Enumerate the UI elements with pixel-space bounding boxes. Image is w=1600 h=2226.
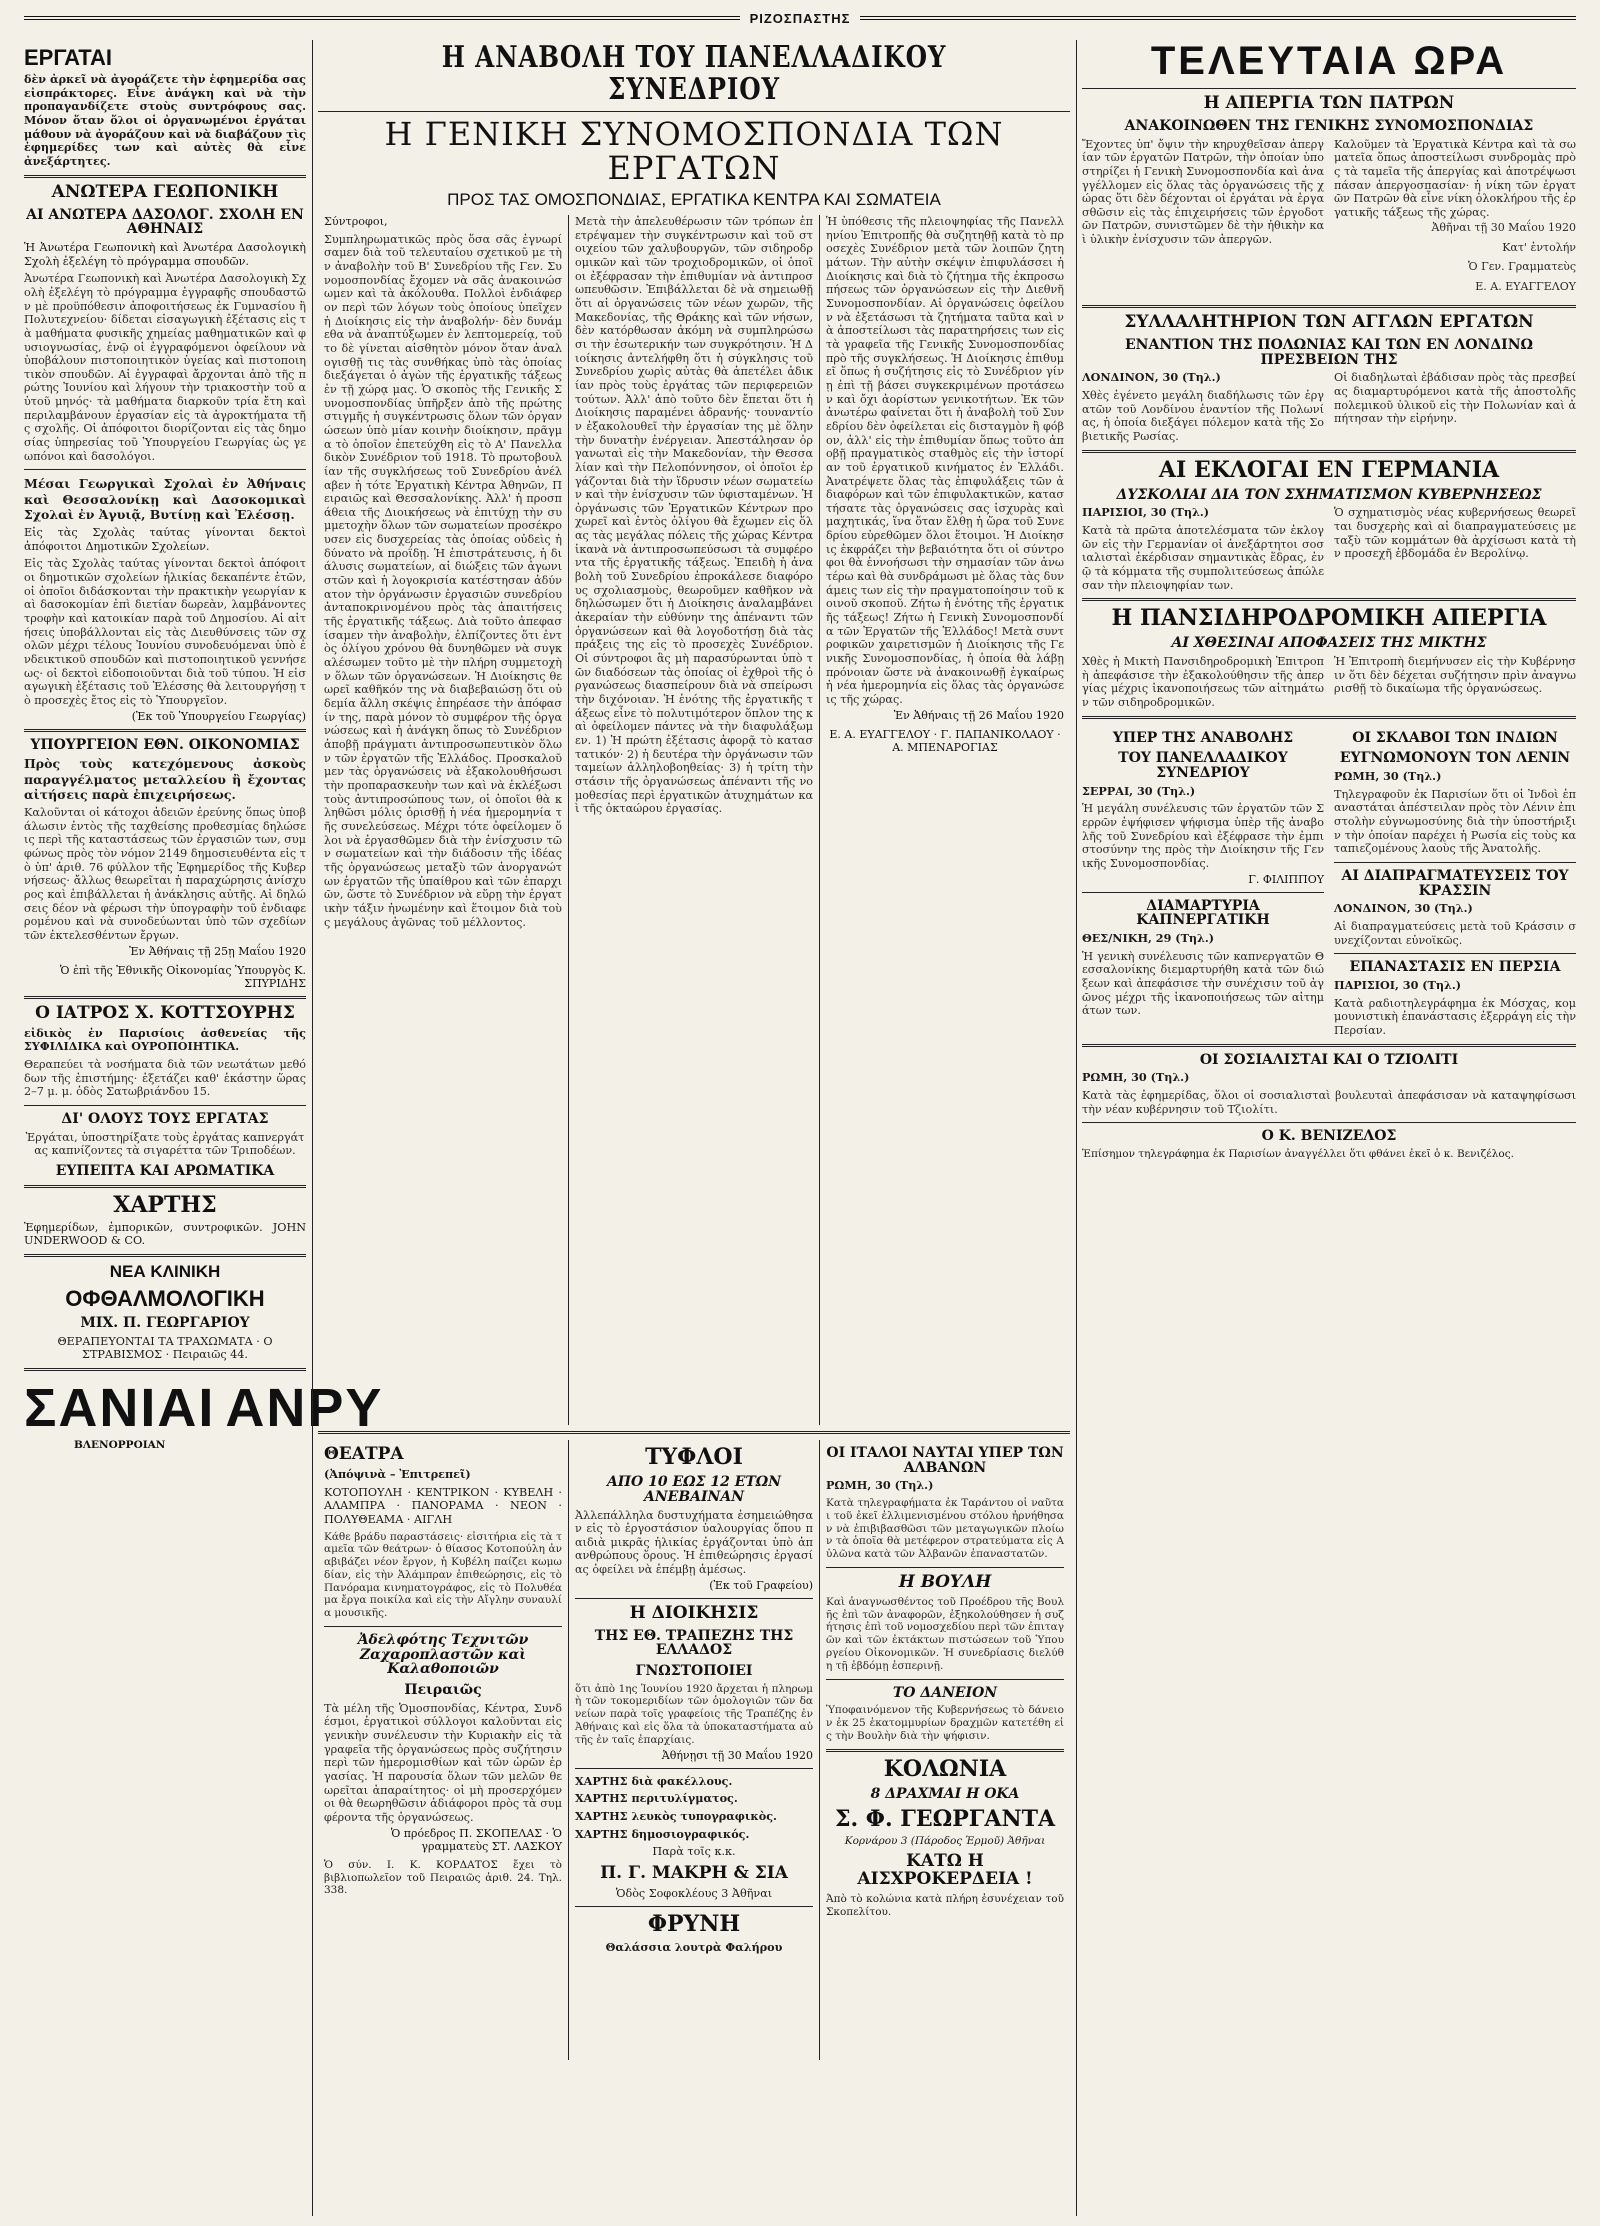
- divider: [1082, 716, 1576, 719]
- article-col-1: [318, 215, 568, 1425]
- elections-body: [1082, 506, 1576, 592]
- persia-heading: ΕΠΑΝΑΣΤΑΣΙΣ ΕΝ ΠΕΡΣΙΑ: [1349, 959, 1561, 976]
- doctor-text: εἰδικὸς ἐν Παρισίοις ἀσθενείας τῆς ΣΥΦΙΛΙΔΙΚΑ καὶ ΟΥΡΟΠΟΙΗΤΙΚΑ.: [24, 1025, 306, 1054]
- body-text: Κατὰ τηλεγραφήματα ἐκ Ταράντου οἱ ναῦται τοῦ ἐκεῖ ἐλλιμενισμένου στόλου ἠρνήθησαν νὰ ἐπιβιβασθῶσι τῶν μεταγωγικῶν πλοίων τὰ ὁποῖα θὰ μετέφερον στρατεύματα εἰς Αὐλῶνα κατὰ τῶν Ἀλβανῶν ἐπαναστατῶν.: [826, 1497, 1064, 1561]
- divider: [324, 1626, 562, 1627]
- divider: [1334, 862, 1576, 863]
- cologne-text: Ἀπὸ τὸ κολώνια κατὰ πλήρη ἐσυνέχειαν τοῦ Σκοπελίτου.: [826, 1893, 1064, 1918]
- rail-strike-subheading: ΑΙ ΧΘΕΣΙΝΑΙ ΑΠΟΦΑΣΕΙΣ ΤΗΣ ΜΙΚΤΗΣ: [1171, 635, 1487, 652]
- body-text: Κατὰ ραδιοτηλεγράφημα ἐκ Μόσχας, κομμουνιστικὴ ἐπανάστασις ἐξερράγη εἰς τὴν Περσίαν.: [1334, 996, 1576, 1038]
- paper-list-item: ΧΑΡΤΗΣ περιτυλίγματος.: [575, 1791, 738, 1806]
- divider: [1082, 1122, 1576, 1123]
- cologne-price: 8 ΔΡΑΧΜΑΙ Η ΟΚΑ: [870, 1785, 1020, 1802]
- body-text: Ὑποφαινόμενον τῆς Κυβερνήσεως τὸ δάνειον ἐκ 25 ἑκατομμυρίων δραχμῶν κατετέθη εἰς τὴν Βουλὴν διὰ τὴν ψήφισιν.: [826, 1704, 1064, 1742]
- main-article-columns: [318, 215, 1070, 1425]
- rally-dateline: ΛΟΝΔΙΝΟΝ, 30 (Τηλ.): [1082, 370, 1221, 385]
- main-headline: Η ΑΝΑΒΟΛΗ ΤΟΥ ΠΑΝΕΛΛΑΔΙΚΟΥ ΣΥΝΕΔΡΙΟΥ: [441, 40, 947, 107]
- article-greeting: Σύντροφοι,: [324, 215, 388, 229]
- body-text: Καλοῦνται οἱ κάτοχοι ἀδειῶν ἐρεύνης ὅπως ὑποβάλωσιν ἐντὸς τῆς ταχθείσης προθεσμίας δηλώσεις περὶ τῆς καταστάσεως τῶν ἐργασιῶν των, συμφώνως πρὸς τὸν νόμον 2149 δημοσιευθέντα εἰς τὸ ὑπ' ἀριθ. 76 φύλλον τῆς Ἐφημερίδος τῆς Κυβερνήσεως· ἄλλως θεωρεῖται ἡ παραχώρησις ἀνίσχυρος καὶ ἐπιβάλλεται ἡ ἀνάκλησις αὐτῆς. Αἱ δηλώσεις δέον νὰ φέρωσι τὴν ὑπογραφὴν τοῦ ἐνδιαφερομένου καὶ νὰ συνοδεύωνται ὑπὸ τῶν σχεδίων τῶν ἐκτελεσθέντων ἔργων.: [24, 806, 306, 943]
- divider: [826, 1749, 1064, 1752]
- divider: [1082, 305, 1576, 308]
- elections-subheading: ΔΥΣΚΟΛΙΑΙ ΔΙΑ ΤΟΝ ΣΧΗΜΑΤΙΣΜΟΝ ΚΥΒΕΡΝΗΣΕΩΣ: [1116, 486, 1542, 503]
- venizelos-text: Ἐπίσημον τηλεγράφημα ἐκ Παρισίων ἀναγγέλλει ὅτι φθάνει ἐκεῖ ὁ κ. Βενιζέλος.: [1082, 1148, 1514, 1161]
- divider: [24, 1368, 306, 1371]
- socialists-dateline: ΡΩΜΗ, 30 (Τηλ.): [1082, 1070, 1190, 1085]
- divider: [1082, 892, 1324, 893]
- last-hour-heading: ΤΕΛΕΥΤΑΙΑ ΩΡΑ: [1150, 39, 1508, 83]
- paper-shop-name: Π. Γ. ΜΑΚΡΗ & ΣΙΑ: [600, 1862, 788, 1883]
- divider: [24, 729, 306, 732]
- patras-strike-subheading: ΑΝΑΚΟΙΝΩΘΕΝ ΤΗΣ ΓΕΝΙΚΗΣ ΣΥΝΟΜΟΣΠΟΝΔΙΑΣ: [1124, 117, 1534, 134]
- cologne-slogan: ΚΑΤΩ Η ΑΙΣΧΡΟΚΕΡΔΕΙΑ !: [857, 1851, 1033, 1890]
- workers-text: δὲν ἀρκεῖ νὰ ἀγοράζετε τὴν ἐφημερίδα σας εἰσπράκτορες. Εἶνε ἀνάγκη καὶ νὰ τὴν προπαγανδίζετε στοὺς συντρόφους σας. Μόνον ὅταν ὅλοι οἱ ὀργανωμένοι ἐργάται μάθουν νὰ ἀγοράζουν καὶ νὰ διαβάζουν τὶς ἐφημερίδες των καὶ αὐτὲς θὰ εἶνε ἀνεξάρτητες.: [24, 72, 306, 169]
- theatre-heading: ΘΕΑΤΡΑ: [324, 1444, 404, 1465]
- main-subheadline: Η ΓΕΝΙΚΗ ΣΥΝΟΜΟΣΠΟΝΔΙΑ ΤΩΝ ΕΡΓΑΤΩΝ: [384, 115, 1004, 187]
- doctor-heading: Ο ΙΑΤΡΟΣ Χ. ΚΟΤΤΣΟΥΡΗΣ: [35, 1002, 295, 1023]
- ad-block: [24, 1377, 384, 1451]
- body-text: Μετὰ τὴν ἀπελευθέρωσιν τῶν τρόπων ἐπετρέψαμεν τὴν συγκέντρωσιν καὶ τοῦ στοιχείου τῶν χαλυβουργῶν, τῶν σιδηροδρομικῶν καὶ τῶν τροχιοδρομικῶν, οἱ ὁποῖοι ἐξέφρασαν τὴν ἐπιθυμίαν νὰ ἀντιπροσωπευθῶσιν. Ἐπιβάλλεται δὲ νὰ σημειωθῇ ὅτι αἱ ὀργανώσεις τῶν νέων χωρῶν, τῆς Μακεδονίας, τῆς Θράκης καὶ τῶν νήσων, δὲν κατόρθωσαν ἀκόμη νὰ συμπληρώσωσι τὴν ἐσωτερικήν των συγκρότησιν. Ἡ Διοίκησις ἀντελήφθη ὅτι ἡ σύγκλησις τοῦ Συνεδρίου χωρὶς αὐτὰς θὰ ἀπετέλει ἀδικίαν πρὸς τοὺς ἐργάτας τῶν περιφερειῶν τούτων. Ἀλλ' ἀπὸ τοῦτο δὲν ἔπεται ὅτι ἡ Διοίκησις παραμένει ἀδρανής· τουναντίον ἐξακολουθεῖ τὴν ἐργασίαν της μὲ ὅλην τὴν δυνατὴν ἐνέργειαν. Ἀπεστάλησαν ὀργανωταὶ εἰς τὴν Μακεδονίαν, τὴν Θεσσαλίαν καὶ τὴν Πελοπόννησον, οἱ ὁποῖοι ἐργάζονται διὰ τὴν ἵδρυσιν νέων σωματείων καὶ τὴν ἐνίσχυσιν τῶν ὑφισταμένων. Ἡ ὀργάνωσις τῶν Ἐργατικῶν Κέντρων προχωρεῖ καὶ ἐντὸς ὀλίγου θὰ ἔχωμεν εἰς ὅλας τὰς μεγάλας πόλεις τῆς χώρας Κέντρα ἱκανὰ νὰ ἀντιπροσωπεύσωσι τὰ συμφέροντα τῆς ἐργατικῆς τάξεως. Ἐπειδὴ ἡ ἀναβολὴ τοῦ Συνεδρίου ἐπροκάλεσε διαφόρους σχολιασμοὺς, θεωροῦμεν καθῆκον νὰ δηλώσωμεν ὅτι ἡ Διοίκησις ἀναλαμβάνει ἀκεραίαν τὴν εὐθύνην της ἀπέναντι τῶν ὀργανώσεων καὶ θὰ λογοδοτήσῃ διὰ τὰς πράξεις της εἰς τὸ προσεχὲς Συνέδριον. Οἱ σύντροφοι ἃς μὴ παρασύρωνται ὑπὸ τῶν διαδόσεων τὰς ὁποίας οἱ ἐχθροὶ τῆς ὀργανώσεως διασπείρουν διὰ νὰ σπείρωσι τὴν διχόνοιαν. Ἡ ἑνότης τῆς ἐργατικῆς τάξεως εἶνε τὸ πολυτιμότερον ὅπλον της καὶ ὀφείλομεν πάντες νὰ τὴν διαφυλάξωμεν. 1) Ἡ πρώτη ἐξέτασις ἀφορᾷ τὸ καταστατικόν· 2) ἡ δευτέρα τὴν ὀργάνωσιν τῶν ταμείων ἀλληλοβοηθείας· 3) ἡ τρίτη τὴν στάσιν τῆς ὀργανώσεως ἀπέναντι τῆς νομοθεσίας περὶ ἐργατικῶν ἀτυχημάτων καὶ τῆς ὀκταώρου ἐργασίας.: [575, 215, 813, 816]
- divider: [575, 1598, 813, 1599]
- paper-shop-address: Ὁδὸς Σοφοκλέους 3 Ἀθῆναι: [615, 1886, 773, 1900]
- masthead-title: ΡΙΖΟΣΠΑΣΤΗΣ: [749, 10, 851, 26]
- postpone-subheading: ΤΟΥ ΠΑΝΕΛΛΑΔΙΚΟΥ ΣΥΝΕΔΡΙΟΥ: [1118, 750, 1288, 782]
- italian-heading: ΟΙ ΙΤΑΛΟΙ ΝΑΥΤΑΙ ΥΠΕΡ ΤΩΝ ΑΛΒΑΝΩΝ: [826, 1445, 1064, 1476]
- patras-strike-sig-1: Κατ' ἐντολήν: [1502, 240, 1576, 254]
- divider: [1082, 450, 1576, 453]
- tobacco-dateline: ΘΕΣ/ΝΙΚΗ, 29 (Τηλ.): [1082, 931, 1215, 946]
- blind-subheading: ΑΠΟ 10 ΕΩΣ 12 ΕΤΩΝ ΑΝΕΒΑΙΝΑΝ: [606, 1474, 782, 1505]
- admin-subheading: ΤΗΣ ΕΘ. ΤΡΑΠΕΖΗΣ ΤΗΣ ΕΛΛΑΔΟΣ: [594, 1627, 794, 1659]
- right-lower-columns: [1082, 725, 1576, 1038]
- body-text: Θεραπεύει τὰ νοσήματα διὰ τῶν νεωτάτων μεθόδων τῆς ἐπιστήμης· ἐξετάζει καθ' ἑκάστην ὥρας 2–7 μ. μ. ὁδὸς Σατωβριάνδου 15.: [24, 1057, 306, 1099]
- admin-notice: ΓΝΩΣΤΟΠΟΙΕΙ: [635, 1663, 753, 1679]
- divider: [575, 1906, 813, 1907]
- body-text: Κάθε βράδυ παραστάσεις· εἰσιτήρια εἰς τὰ ταμεῖα τῶν θεάτρων· ὁ θίασος Κοτοπούλη ἀναβιβάζει νέον ἔργον, ἡ Κυβέλη παίζει κωμωδίαν, εἰς τὴν Ἀλάμπραν ἐπιθεώρησις, εἰς τὸ Πανόραμα κινηματογράφος, εἰς τὸ Πολυθέαμα ἔργα ποικίλα καὶ εἰς τὴν Αἴγλην συναυλία μουσικῆς.: [324, 1530, 562, 1620]
- body-text: Ἀλλεπάλληλα δυστυχήματα ἐσημειώθησαν εἰς τὸ ἐργοστάσιον ὑαλουργίας ὅπου παιδιὰ μικρᾶς ἡλικίας ἐργάζονται ὑπὸ ἀπανθρώπους ὅρους. Ἡ ἐπιθεώρησις ἐργασίας ὀφείλει νὰ ἐπέμβῃ ἀμέσως.: [575, 1508, 813, 1577]
- rally-subheading: ΕΝΑΝΤΙΟΝ ΤΗΣ ΠΟΛΩΝΙΑΣ ΚΑΙ ΤΩΝ ΕΝ ΛΟΝΔΙΝΩ ΠΡΕΣΒΕΙΩΝ ΤΗΣ: [1125, 336, 1533, 368]
- elections-heading: ΑΙ ΕΚΛΟΓΑΙ ΕΝ ΓΕΡΜΑΝΙΑ: [1158, 456, 1500, 483]
- ministry-bold-text: Πρὸς τοὺς κατεχόμενους ἀσκοὺς παραγγέλματος μεταλλείου ἢ ἔχοντας αἰτήσεις παρὰ ἐπιχειρήσεως.: [24, 756, 306, 802]
- rally-heading: ΣΥΛΛΑΛΗΤΗΡΙΟΝ ΤΩΝ ΑΓΓΛΩΝ ΕΡΓΑΤΩΝ: [1124, 312, 1534, 333]
- divider: [1334, 953, 1576, 954]
- school-heading: ΑΝΩΤΕΡΑ ΓΕΩΠΟΝΙΚΗ: [51, 181, 279, 202]
- postpone-signature: Γ. ΦΙΛΙΠΠΟΥ: [1248, 872, 1324, 886]
- body-text: Τὰ μέλη τῆς Ὁμοσπονδίας, Κέντρα, Συνδέσμοι, ἐργατικοὶ σύλλογοι καλοῦνται εἰς γενικὴν συνέλευσιν τὴν Κυριακὴν εἰς τὰ γραφεῖα τῆς ὀργανώσεως πρὸς συζήτησιν περὶ τῶν ἡμερομισθίων καὶ τῶν ὡρῶν ἐργασίας. Ἡ παρουσία ὅλων τῶν μελῶν θεωρεῖται ἀπαραίτητος· οἱ μὴ προσερχόμενοι θὰ θεωρηθῶσιν ἀδιάφοροι πρὸς τὰ συμφέροντα τῆς ὀργανώσεως.: [324, 1701, 562, 1825]
- body-text: Εἰς τὰς Σχολὰς ταύτας γίνονται δεκτοὶ ἀπόφοιτοι δημοτικῶν σχολείων ἡλικίας δεκαπέντε ἐτῶν, οἱ ὁποῖοι διδάσκονται τὴν πρακτικὴν γεωργίαν καὶ δασοκομίαν ἐπὶ διετίαν δωρεὰν, λαμβάνοντες τροφὴν καὶ κατοικίαν παρὰ τοῦ Δημοσίου. Αἱ αἰτήσεις ὑποβάλλονται εἰς τὰς Διευθύνσεις τῶν σχολῶν μέχρι τέλους Ἰουνίου συνοδευόμεναι ὑπὸ ἐνδεικτικοῦ σπουδῶν καὶ πιστοποιητικοῦ γεννήσεως· οἱ δεκτοὶ εἰδοποιοῦνται διὰ τοῦ τύπου. Ἡ εἰσαγωγικὴ ἐξέτασις τοῦ Ἐλέσσης θὰ λειτουργήσῃ τὸ προσεχὲς ἔτος εἰς τὸ Ὑπουργεῖον.: [24, 557, 306, 708]
- paper-list-item: ΧΑΡΤΗΣ λευκὸς τυπογραφικὸς.: [575, 1808, 777, 1823]
- union-heading: Ἀδελφότης Τεχνιτῶν Ζαχαροπλαστῶν καὶ Καλαθοποιῶν: [357, 1632, 529, 1678]
- body-text: Αἱ διαπραγματεύσεις μετὰ τοῦ Κράσσιν συνεχίζονται εὐνοϊκῶς.: [1334, 920, 1576, 947]
- right-column: [1082, 40, 1576, 2216]
- all-workers-heading: ΔΙ' ΟΛΟΥΣ ΤΟΥΣ ΕΡΓΑΤΑΣ: [61, 1110, 269, 1127]
- right-lower-col-1: [1082, 725, 1324, 1038]
- paper-ad-text: Ἐφημερίδων, ἐμπορικῶν, συντροφικῶν. JOHN UNDERWOOD & CO.: [24, 1220, 306, 1248]
- mid-schools-source: (Ἐκ τοῦ Ὑπουργείου Γεωργίας): [131, 709, 306, 723]
- divider: [24, 175, 306, 178]
- divider: [24, 996, 306, 999]
- column-rule: [1076, 40, 1077, 2216]
- paper-shop-label: Παρὰ τοῖς κ.κ.: [652, 1845, 736, 1859]
- divider: [1082, 1044, 1576, 1047]
- lower-col-2: [568, 1440, 819, 2060]
- body-text: Κατὰ τὰς ἐφημερίδας, ὅλοι οἱ σοσιαλισταὶ βουλευταὶ ἀπεφάσισαν νὰ καταψηφίσωσι τὴν νέαν κυβέρνησιν τοῦ Τζιολίτι.: [1082, 1089, 1576, 1116]
- slaves-subheading: ΕΥΓΝΩΜΟΝΟΥΝ ΤΟΝ ΛΕΝΙΝ: [1339, 750, 1571, 767]
- body-text: Τηλεγραφοῦν ἐκ Παρισίων ὅτι οἱ Ἰνδοὶ ἐπαναστάται ἀπέστειλαν πρὸς τὸν Λένιν ἐπιστολὴν εὐγνωμοσύνης διὰ τὴν ὑποστήριξιν τὴν ὁποίαν παρέχει ἡ Ρωσία εἰς τοὺς καταπιεζομένους λαοὺς τῆς Ἀνατολῆς.: [1334, 787, 1576, 856]
- divider: [24, 1254, 306, 1257]
- paper-list: [575, 1775, 813, 1842]
- mid-schools-heading: Μέσαι Γεωργικαὶ Σχολαὶ ἐν Ἀθήναις καὶ Θεσσαλονίκῃ καὶ Δασοκομικαὶ Σχολαὶ ἐν Ἀγυιᾷ, Βυτίνῃ καὶ Ἐλέσσῃ.: [24, 476, 306, 522]
- article-date: Ἐν Ἀθήναις τῇ 26 Μαΐου 1920: [893, 708, 1064, 722]
- union-signatures: Ὁ πρόεδρος Π. ΣΚΟΠΕΛΑΣ · Ὁ γραμματεὺς ΣΤ. ΛΑΣΚΟΥ: [390, 1826, 562, 1853]
- patras-strike-heading: Η ΑΠΕΡΓΙΑ ΤΩΝ ΠΑΤΡΩΝ: [1203, 93, 1455, 113]
- blind-source: (Ἐκ τοῦ Γραφείου): [709, 1578, 813, 1592]
- krassin-heading: ΑΙ ΔΙΑΠΡΑΓΜΑΤΕΥΣΕΙΣ ΤΟΥ ΚΡΑΣΣΙΝ: [1341, 868, 1569, 899]
- paper-list-item: ΧΑΡΤΗΣ διὰ φακέλλους.: [575, 1773, 733, 1788]
- patras-strike-sig-3: Ε. Α. ΕΥΑΓΓΕΛΟΥ: [1475, 279, 1576, 293]
- body-text: Ἡ γενικὴ συνέλευσις τῶν καπνεργατῶν Θεσσαλονίκης διεμαρτυρήθη κατὰ τῶν διώξεων καὶ ἀπεφάσισε τὴν συνέχισιν τοῦ ἀγῶνος μέχρι τῆς ἱκανοποιήσεως τῶν αἰτημάτων των.: [1082, 949, 1324, 1018]
- theatre-subheading: (Ἀπόψινὰ – Ἐπιτρεπεῖ): [324, 1466, 471, 1481]
- ad-small-word: ΒΛΕΝΟΡΡΟΙΑΝ: [74, 1438, 166, 1451]
- eye-clinic-heading: ΝΕΑ ΚΛΙΝΙΚΗ: [109, 1261, 221, 1281]
- right-lower-col-2: [1334, 725, 1576, 1038]
- postpone-dateline: ΣΕΡΡΑΙ, 30 (Τηλ.): [1082, 783, 1196, 798]
- eye-clinic-title: ΟΦΘΑΛΜΟΛΟΓΙΚΗ: [65, 1285, 265, 1311]
- divider: [826, 1679, 1064, 1680]
- workers-heading: ΕΡΓΑΤΑΙ: [24, 45, 113, 70]
- divider: [826, 1567, 1064, 1568]
- eye-clinic-doctor: ΜΙΧ. Π. ΓΕΩΡΓΑΡΙΟΥ: [80, 1314, 250, 1331]
- main-address-line: ΠΡΟΣ ΤΑΣ ΟΜΟΣΠΟΝΔΙΑΣ, ΕΡΓΑΤΙΚΑ ΚΕΝΤΡΑ ΚΑΙ ΣΩΜΑΤΕΙΑ: [447, 190, 941, 210]
- postpone-heading: ΥΠΕΡ ΤΗΣ ΑΝΑΒΟΛΗΣ: [1112, 729, 1294, 746]
- divider: [1082, 88, 1576, 89]
- body-text: Ἔχοντες ὑπ' ὄψιν τὴν κηρυχθεῖσαν ἀπεργίαν τῶν ἐργατῶν Πατρῶν, τὴν ὁποίαν ὑποστηρίζει ἡ Γενικὴ Συνομοσπονδία καὶ ἀναγγέλλομεν εἰς ὅλας τὰς ὀργανώσεις τῆς χώρας ὅτι δὲν δέχονται οἱ ἐργάται νὰ ἐργασθῶσιν εἰς τὰς ἐπιχειρήσεις τῶν ἐργοδοτῶν Πατρῶν, συνιστῶμεν δὲ τὴν ἠθικὴν καὶ ὑλικὴν ἐνίσχυσιν τῶν ἀπεργῶν.: [1082, 137, 1324, 247]
- masthead-rule: [860, 16, 1576, 20]
- mid-schools-text: Εἰς τὰς Σχολὰς ταύτας γίνονται δεκτοὶ ἀπόφοιτοι Δημοτικῶν Σχολείων.: [24, 526, 306, 553]
- rally-body: [1082, 371, 1576, 443]
- lower-center-columns: [318, 1440, 1070, 2060]
- all-workers-tagline: ΕΥΠΕΠΤΑ ΚΑΙ ΑΡΩΜΑΤΙΚΑ: [55, 1162, 275, 1179]
- ad-big-word: ΣΑΝΙΑΙ: [24, 1377, 216, 1438]
- article-col-2: [568, 215, 819, 1425]
- theatre-list: ΚΟΤΟΠΟΥΛΗ · ΚΕΝΤΡΙΚΟΝ · ΚΥΒΕΛΗ · ΑΛΑΜΠΡΑ · ΠΑΝΟΡΑΜΑ · ΝΕΟΝ · ΠΟΛΥΘΕΑΜΑ · ΑΙΓΛΗ: [324, 1485, 562, 1526]
- body-text: Ὁ σχηματισμὸς νέας κυβερνήσεως θεωρεῖται δυσχερὴς καὶ αἱ διαπραγματεύσεις μεταξὺ τῶν κομμάτων θὰ ἀρχίσωσι κατὰ τὴν προσεχῆ ἑβδομάδα ἐν Βερολίνῳ.: [1334, 506, 1576, 561]
- venizelos-heading: Ο Κ. ΒΕΝΙΖΕΛΟΣ: [1261, 1128, 1397, 1145]
- paper-list-item: ΧΑΡΤΗΣ δημοσιογραφικός.: [575, 1826, 750, 1841]
- patras-strike-body: [1082, 138, 1576, 300]
- union-note: Ὁ σύν. Ι. Κ. ΚΟΡΔΑΤΟΣ ἔχει τὸ βιβλιοπωλεῖον τοῦ Πειραιῶς ἀριθ. 24. Τηλ. 338.: [324, 1858, 562, 1897]
- divider: [318, 111, 1070, 112]
- divider: [24, 469, 306, 470]
- body-text: ὅτι ἀπὸ 1ης Ἰουνίου 1920 ἄρχεται ἡ πληρωμὴ τῶν τοκομεριδίων τῶν ὁμολογιῶν τῶν δανείων παρὰ τοῖς γραφείοις τῆς Τραπέζης ἐν Ἀθήναις καὶ εἰς ὅλα τὰ ὑποκαταστήματα αὐτῆς ἐν ταῖς ἐπαρχίαις.: [575, 1682, 813, 1746]
- socialists-heading: ΟΙ ΣΟΣΙΑΛΙΣΤΑΙ ΚΑΙ Ο ΤΖΙΟΛΙΤΙ: [1199, 1051, 1459, 1068]
- persia-dateline: ΠΑΡΙΣΙΟΙ, 30 (Τηλ.): [1334, 978, 1462, 993]
- ministry-signature: Ὁ ἐπὶ τῆς Ἐθνικῆς Οἰκονομίας Ὑπουργὸς Κ. ΣΠΥΡΙΔΗΣ: [60, 963, 306, 990]
- union-subheading: Πειραιῶς: [404, 1682, 482, 1699]
- loan-heading: ΤΟ ΔΑΝΕΙΟΝ: [892, 1684, 998, 1701]
- slaves-dateline: ΡΩΜΗ, 30 (Τηλ.): [1334, 769, 1442, 784]
- column-rule: [312, 40, 313, 2216]
- masthead-rule: [24, 16, 740, 20]
- paper-ad-heading: ΧΑΡΤΗΣ: [113, 1191, 217, 1218]
- rail-strike-body: [1082, 655, 1576, 710]
- divider: [575, 1768, 813, 1769]
- ministry-heading: ΥΠΟΥΡΓΕΙΟΝ ΕΘΝ. ΟΙΚΟΝΟΜΙΑΣ: [30, 736, 300, 753]
- body-text: Κατὰ τὰ πρῶτα ἀποτελέσματα τῶν ἐκλογῶν εἰς τὴν Γερμανίαν οἱ ἀνεξάρτητοι σοσιαλισταὶ ἐκέρδισαν σημαντικὰς ἕδρας, ἐνῷ τὰ κόμματα τῆς συμπολιτεύσεως ἀπώλεσαν τὴν πλειοψηφίαν των.: [1082, 524, 1324, 592]
- tobacco-heading: ΔΙΑΜΑΡΤΥΡΙΑ ΚΑΠΝΕΡΓΑΤΙΚΗ: [1136, 897, 1270, 929]
- school-subheading: ΑΙ ΑΝΩΤΕΡΑ ΔΑΣΟΛΟΓ. ΣΧΟΛΗ ΕΝ ΑΘΗΝΑΙΣ: [26, 206, 304, 238]
- body-text: Ἀνωτέρα Γεωπονικὴ καὶ Ἀνωτέρα Δασολογικὴ Σχολὴ ἐξελέγη τὸ πρόγραμμα ἐγγραφῆς σπουδαστῶν μὲ προϋπόθεσιν ἀποφοιτήσεως ἐκ Γυμνασίου ἢ Πολυτεχνείου· δίδεται εἰσαγωγικὴ ἐξέτασις εἰς τὰ μαθήματα φυσικῆς χημείας μαθηματικῶν καὶ φυσιογνωσίας, ἐνῷ οἱ ἐγγραφόμενοι ὀφείλουν νὰ ὑποβάλουν πιστοποιητικὸν ὑγείας καὶ πιστοποιητικὸν σπουδῶν. Αἱ ἐγγραφαὶ ἄρχονται ἀπὸ τῆς πρώτης Ἰουνίου καὶ λήγουν τὴν τριακοστὴν τοῦ αὐτοῦ μηνός· τὰ μαθήματα διαρκοῦν τρία ἔτη καὶ περιλαμβάνουν ἐργασίαν εἰς τὰ ἀγροκτήματα τῆς σχολῆς. Οἱ ἀπόφοιτοι διορίζονται εἰς τὰς δημοσίας ὑπηρεσίας τοῦ Ὑπουργείου Γεωργίας ὡς γεωπόνοι καὶ δασολόγοι.: [24, 272, 306, 463]
- admin-date: Ἀθήνῃσι τῇ 30 Μαΐου 1920: [661, 1748, 813, 1762]
- body-text: Καὶ ἀναγνωσθέντος τοῦ Προέδρου τῆς Βουλῆς ἐπὶ τῶν ἀναφορῶν, ἐξηκολούθησεν ἡ συζήτησις ἐπὶ τοῦ νομοσχεδίου περὶ τῶν ἐπιταγῶν καὶ τῶν ἐκτάκτων πιστώσεων τοῦ Ὑπουργείου Οἰκονομικῶν. Ἡ συνεδρίασις διελύθη τῇ ἑβδόμῃ ἑσπερινῇ.: [826, 1595, 1064, 1672]
- body-text: Ἡ ὑπόθεσις τῆς πλειοψηφίας τῆς Πανελληνίου Ἐπιτροπῆς θὰ συζητηθῇ κατὰ τὸ προσεχὲς Συνέδριον μετὰ τῶν λοιπῶν ζητημάτων. Τὴν αὐτὴν σκέψιν ἐπιφυλάσσει ἡ Διοίκησις καὶ διὰ τὸ ζήτημα τῆς ἐκπροσωπήσεως τῶν ὀργανώσεων εἰς τὴν Διεθνῆ Συνομοσπονδίαν. Αἱ ὀργανώσεις ὀφείλουν νὰ ἐξετάσωσι τὰ ζητήματα ταῦτα καὶ νὰ ἀποστείλωσι τὰς παρατηρήσεις των εἰς τὰ γραφεῖα τῆς Γενικῆς Συνομοσπονδίας πρὸ τῆς συγκλήσεως. Ἡ Διοίκησις ἐπιθυμεῖ ὅπως ἡ συζήτησις εἰς τὸ Συνέδριον γίνῃ ἐπὶ τῇ βάσει συγκεκριμένων προτάσεων καὶ ὄχι ἀορίστων γενικοτήτων. Ἐκ τῶν ἀνωτέρω φαίνεται ὅτι ἡ ἀναβολὴ τοῦ Συνεδρίου δὲν ὀφείλεται εἰς δισταγμὸν ἢ φόβον, ἀλλ' εἰς τὴν ἐπιθυμίαν ὅπως τοῦτο ἀποβῇ πραγματικὸς σταθμὸς εἰς τὴν ἱστορίαν τοῦ ἐργατικοῦ κινήματος ἐν Ἑλλάδι. Ἀνατρέψετε ὅλας τὰς ἐπιφυλάξεις τῶν ἀδιαφόρων καὶ τῶν ἐπιφυλακτικῶν, καταστήσατε τὰς ὀργανώσεις σας ἰσχυρὰς καὶ μαχητικάς, ἵνα ὅταν ἔλθῃ ἡ ὥρα τοῦ Συνεδρίου εὑρεθῶμεν ὅλοι ἕτοιμοι. Ἡ Διοίκησις ἐκφράζει τὴν βεβαιότητα ὅτι οἱ σύντροφοι θὰ ἐννοήσωσι τὴν σημασίαν τῶν ἀνωτέρω καὶ θὰ συνδράμωσι μὲ ὅλας τὰς δυνάμεις των εἰς τὴν πραγματοποίησιν τοῦ κοινοῦ σκοποῦ. Ζήτω ἡ ἑνότης τῆς ἐργατικῆς τάξεως! Ζήτω ἡ Γενικὴ Συνομοσπονδία τῶν Ἐργατῶν τῆς Ἑλλάδος! Μετὰ συντροφικῶν χαιρετισμῶν ἡ Διοίκησις τῆς Γενικῆς Συνομοσπονδίας, ἡ ὁποία θὰ λάβῃ πρόνοιαν ὥστε νὰ ἀνακοινωθῇ ἐγκαίρως ἡ νέα ἡμερομηνία εἰς ὅλας τὰς ὀργανώσεις τῆς χώρας.: [826, 215, 1065, 706]
- rail-strike-heading: Η ΠΑΝΣΙΔΗΡΟΔΡΟΜΙΚΗ ΑΠΕΡΓΙΑ: [1111, 605, 1547, 632]
- ad-big-word-2: ΑΝΡΥ: [225, 1377, 384, 1438]
- article-signatures: Ε. Α. ΕΥΑΓΓΕΛΟΥ · Γ. ΠΑΠΑΝΙΚΟΛΑΟΥ · Α. ΜΠΕΝΑΡΟΓΙΑΣ: [829, 727, 1061, 754]
- blind-heading: ΤΥΦΛΟΙ: [645, 1444, 743, 1471]
- article-col-3: [819, 215, 1070, 1425]
- body-text: Χθὲς ἐγένετο μεγάλη διαδήλωσις τῶν ἐργατῶν τοῦ Λονδίνου ἐναντίον τῆς Πολωνίας, ἡ ὁποία διεξάγει πόλεμον κατὰ τῆς Σοβιετικῆς Ρωσίας.: [1082, 388, 1324, 443]
- cologne-address: Κορνάρου 3 (Πάροδος Ἑρμοῦ) Ἀθῆναι: [844, 1834, 1046, 1847]
- patras-strike-sig-2: Ὁ Γεν. Γραμματεὺς: [1468, 260, 1576, 274]
- body-text: Χθὲς ἡ Μικτὴ Πανσιδηροδρομικὴ Ἐπιτροπὴ ἀπεφάσισε τὴν ἐξακολούθησιν τῆς ἀπεργίας μέχρις ἱκανοποιήσεως τῶν αἰτημάτων τῶν σιδηροδρομικῶν.: [1082, 655, 1324, 710]
- fryni-heading: ΦΡΥΝΗ: [647, 1911, 741, 1938]
- center-column: [318, 40, 1070, 2216]
- eye-clinic-text: ΘΕΡΑΠΕΥΟΝΤΑΙ ΤΑ ΤΡΑΧΩΜΑΤΑ · Ο ΣΤΡΑΒΙΣΜΟΣ · Πειραιῶς 44.: [57, 1334, 273, 1362]
- ministry-date: Ἐν Ἀθήναις τῇ 25ῃ Μαΐου 1920: [129, 944, 306, 958]
- masthead: [24, 8, 1576, 28]
- divider: [24, 1105, 306, 1106]
- school-text: Ἡ Ἀνωτέρα Γεωπονικὴ καὶ Ἀνωτέρα Δασολογικὴ Σχολὴ ἐξελέγη τὸ πρόγραμμα σπουδῶν.: [24, 240, 306, 268]
- body-text: Ἡ μεγάλη συνέλευσις τῶν ἐργατῶν τῶν Σερρῶν ἐψήφισεν ψήφισμα ὑπὲρ τῆς ἀναβολῆς τοῦ Συνεδρίου καὶ ἐξέφρασε τὴν ἐμπιστοσύνην της πρὸς τὴν Διοίκησιν τῆς Γενικῆς Συνομοσπονδίας.: [1082, 802, 1324, 871]
- cologne-heading: ΚΟΛΩΝΙΑ: [883, 1755, 1007, 1782]
- body-text: Καλοῦμεν τὰ Ἐργατικὰ Κέντρα καὶ τὰ σωματεῖα ὅπως ἀποστείλωσι συνδρομὰς πρὸς τὰ ταμεῖα τῆς ἀπεργίας καὶ ἀποτρέψωσι πάσαν ἀπεργοσπασίαν· ἡ νίκη τῶν ἐργατῶν Πατρῶν θὰ εἶνε νίκη ὁλοκλήρου τῆς ἐργατικῆς τάξεως τῆς χώρας. Ἀθῆναι τῇ 30 Μαΐου 1920 Κατ' ἐντολήν Ὁ Γεν. Γραμματεὺς Ε. Α. ΕΥΑΓΓΕΛΟΥ: [1334, 137, 1576, 293]
- fryni-text: Θαλάσσια λουτρὰ Φαλήρου: [605, 1939, 783, 1954]
- voule-heading: Η ΒΟΥΛΗ: [898, 1572, 992, 1593]
- slaves-heading: ΟΙ ΣΚΛΑΒΟΙ ΤΩΝ ΙΝΔΙΩΝ: [1352, 729, 1558, 746]
- admin-heading: Η ΔΙΟΙΚΗΣΙΣ: [629, 1602, 759, 1623]
- elections-dateline: ΠΑΡΙΣΙΟΙ, 30 (Τηλ.): [1082, 505, 1210, 520]
- lower-col-3: [819, 1440, 1070, 2060]
- body-text: Ἐργάται, ὑποστηρίξατε τοὺς ἐργάτας καπνεργάτας καπνίζοντες τὰ σιγαρέττα τῶν Τριποδέων.: [25, 1130, 305, 1158]
- body-text: Ἡ Ἐπιτροπὴ διεμήνυσεν εἰς τὴν Κυβέρνησιν ὅτι δὲν δέχεται συζήτησιν πρὶν ἀναγνωρισθῇ τὸ δικαίωμα τῆς ὀργανώσεως.: [1334, 655, 1576, 696]
- italian-dateline: ΡΩΜΗ, 30 (Τηλ.): [826, 1478, 934, 1493]
- divider: [318, 1431, 1070, 1434]
- body-text: Οἱ διαδηλωταὶ ἐβάδισαν πρὸς τὰς πρεσβείας διαμαρτυρόμενοι κατὰ τῆς ἀποστολῆς πολεμικοῦ ὑλικοῦ εἰς τὴν Πολωνίαν καὶ ἀπήτησαν τὴν εἰρήνην.: [1334, 371, 1576, 426]
- krassin-dateline: ΛΟΝΔΙΝΟΝ, 30 (Τηλ.): [1334, 901, 1473, 916]
- body-text: Συμπληρωματικῶς πρὸς ὅσα σᾶς ἐγνωρίσαμεν διὰ τοῦ τελευταίου σχετικοῦ με τὴν ἀναβολὴν τοῦ Β' Συνεδρίου τῆς Γεν. Συνομοσπονδίας ἔχομεν νὰ σᾶς ἀνακοινώσωμεν καὶ τὰ ἀκόλουθα. Πολλοὶ ἐνδιάφερον περὶ τῶν λόγων τοὺς ὁποίους ὑπεῖχεν ἡ Διοίκησις εἰς τὴν ἀναβολήν· δὲν δυνάμεθα νὰ ἀναπτύξωμεν ἐν λεπτομερείᾳ, τοῦτο δὲ γίνεται αἰσθητὸν μόνον ὅταν ἀναλογισθῇ τις τὰς συνθήκας ὑπὸ τὰς ὁποίας διεξάγεται ὁ ἀγὼν τῆς ἐργατικῆς τάξεως ἐν τῇ χώρᾳ μας. Ὁ σκοπὸς τῆς Γενικῆς Συνομοσπονδίας ὑπῆρξεν ἀπὸ τῆς πρώτης στιγμῆς ἡ συγκέντρωσις ὅλων τῶν ὀργανώσεων ὑπὸ μίαν κοινὴν διοίκησιν, πρᾶγμα τὸ ὁποῖον ἐπετεύχθη εἰς τὸ Α' Πανελλαδικὸν Συνέδριον τοῦ 1918. Τὸ πρωτοβουλίαν τῆς συγκλήσεως τοῦ Συνεδρίου ἀνέλαβεν ἡ τότε Ἐργατικὴ Κέντρα Ἀθηνῶν, Πειραιῶς καὶ Θεσσαλονίκης. Ἀλλ' ἡ προσπάθεια τῆς Διοικήσεως νὰ ἐπιτύχῃ τὴν συμμετοχὴν ὅλων τῶν σωματείων προσέκρουσεν εἰς δυσχερείας τὰς ὁποίας οὐδεὶς ἠδύνατο νὰ προΐδῃ. Ἡ ἐπιστράτευσις, ἡ διάλυσις σωματείων, αἱ διώξεις τῶν ἀγωνιστῶν καὶ ἡ λογοκρισία κατέστησαν ἀδύνατον τὴν ὀργάνωσιν ἐργασιῶν συνεδρίου ἀνταποκρινομένου πρὸς τὰς ἀπαιτήσεις τῆς ἐργατικῆς τάξεως. Διὰ τοῦτο ἀπεφασίσαμεν τὴν ἀναβολὴν, ἐλπίζοντες ὅτι ἐντὸς ὀλίγου χρόνου θὰ δυνηθῶμεν νὰ συγκαλέσωμεν τοῦτο μὲ τὴν πλήρη συμμετοχὴν ὅλων τῶν ὀργανώσεων. Ἡ Διοίκησις θεωρεῖ καθῆκόν της νὰ διαβεβαιώσῃ ὅτι οὐδεμία ἄλλη σκέψις ἐπηρέασε τὴν ἀπόφασίν της, παρὰ μόνον τὸ συμφέρον τῆς ὀργανώσεως καὶ ἡ ἀνάγκη ὅπως τὸ Συνέδριον ἀποβῇ πράγματι ἀντιπροσωπευτικὸν ὅλων τῶν ἐργατῶν τῆς Ἑλλάδος. Προσκαλοῦμεν τὰς ὀργανώσεις νὰ ἐξακολουθήσωσι τὴν προπαρασκευὴν των καὶ νὰ ἐκλέξωσι τοὺς ἀντιπροσώπους των, οἱ ὁποῖοι θὰ κληθῶσι μόλις ὁρισθῇ ἡ νέα ἡμερομηνία τῆς συνελεύσεως. Μέχρι τότε ὀφείλομεν ὅλοι νὰ ἐργασθῶμεν διὰ τὴν ἐνίσχυσιν τῶν σωματείων καὶ τὴν διάδοσιν τῆς ἰδέας τῆς ὀργανώσεως μεταξὺ τῶν ἀνοργανώτων ἐργατῶν τῆς ὑπαίθρου καὶ τῶν ἐπαρχιῶν, ὥστε τὸ Συνέδριον νὰ εὕρῃ τὴν ἐργατικὴν τάξιν ἡνωμένην καὶ ἕτοιμον διὰ τοὺς μεγάλους ἀγῶνας τοῦ μέλλοντος.: [324, 232, 562, 929]
- divider: [1082, 598, 1576, 601]
- patras-strike-date: Ἀθῆναι τῇ 30 Μαΐου 1920: [1431, 221, 1576, 235]
- cologne-seller: Σ. Φ. ΓΕΩΡΓΑΝΤΑ: [834, 1805, 1056, 1832]
- lower-col-1: [318, 1440, 568, 2060]
- divider: [24, 1185, 306, 1188]
